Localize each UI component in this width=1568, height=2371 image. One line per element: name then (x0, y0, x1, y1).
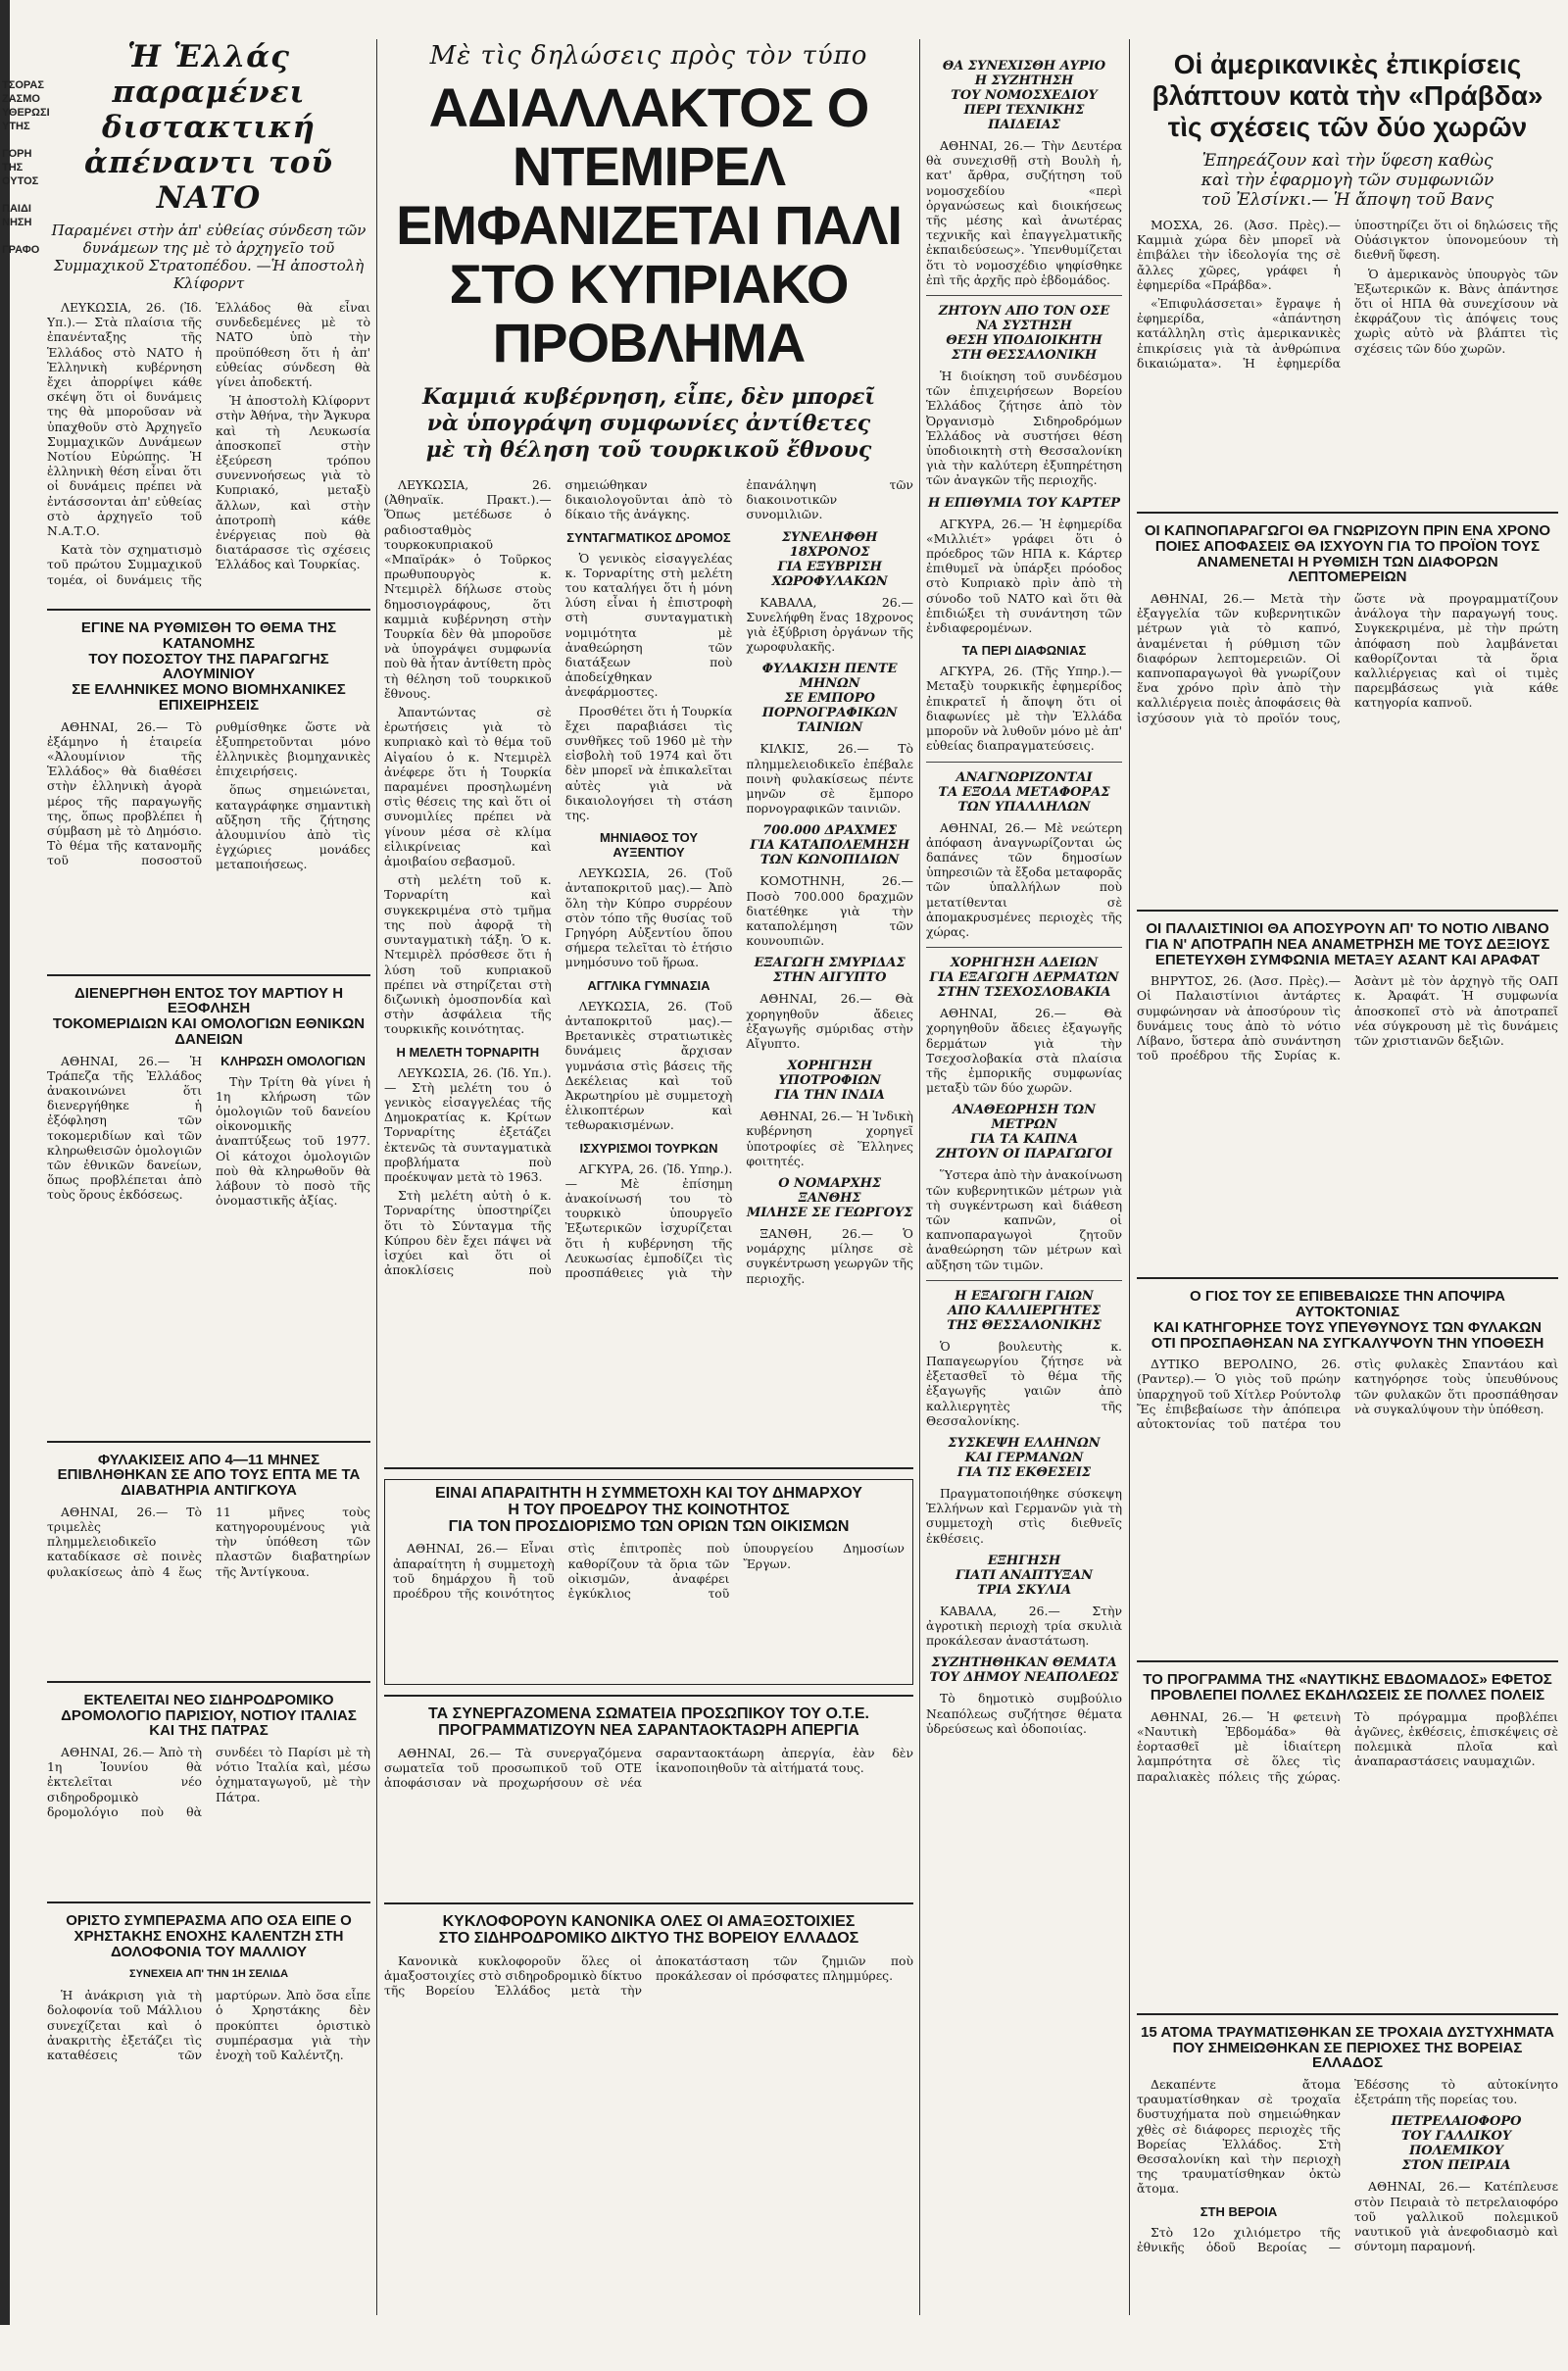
carter-text: ΑΓΚΥΡΑ, 26.— Ἡ ἐφημερίδα «Μιλλιέτ» γράφει ὅτι ὁ πρόεδρος τῶν ΗΠΑ κ. Κάρτερ ἐπιθυμεῖ νὰ ὑπάρξει πρόοδος στὸ Κυπριακὸ πρὶν ἀπὸ τὴ σύνοδο τοῦ ΝΑΤΟ καὶ ὅτι θὰ ἐπιδιώξει τὴ συνάντηση τῶν ἐνδιαφερομένων. (926, 516, 1122, 636)
nautiki-title: ΤΟ ΠΡΟΓΡΑΜΜΑ ΤΗΣ «ΝΑΥΤΙΚΗΣ ΕΒΔΟΜΑΔΟΣ» ΕΦΕΤΟΣ ΠΡΟΒΛΕΠΕΙ ΠΟΛΛΕΣ ΕΚΔΗΛΩΣΕΙΣ ΣΕ ΠΟΛΛΕΣ ΠΟΛΕΙΣ (1143, 1671, 1552, 1704)
pravda-subtitle: Ἐπηρεάζουν καὶ τὴν ὕφεση καθὼς καὶ τὴν ἐφαρμογὴ τῶν συμφωνιῶν τοῦ Ἐλσίνκι.— Ἡ ἄποψη τοῦ Βανς (1200, 151, 1494, 210)
article-daneia (47, 986, 370, 1431)
anagnorizontai-text: ΑΘΗΝΑΙ, 26.— Μὲ νεώτερη ἀπόφαση ἀναγνωρίζονται ὡς δαπάνες τῶν δημοσίων ὑπηρεσιῶν τὰ ἔξοδα μεταφορᾶς τῶν ὑπαλλήλων ποὺ μετατίθενται σὲ ἀπομακρυσμένες περιοχὲς τῆς χώρας. (926, 819, 1122, 939)
article-sidirodromiko (47, 1693, 370, 1892)
khorigisi-text: ΑΘΗΝΑΙ, 26.— Θὰ χορηγηθοῦν ἄδειες ἐξαγωγῆς δερμάτων γιὰ τὴν Τσεχοσλοβακία στὰ πλαίσια τῆς ἐμπορικῆς συμφωνίας μεταξὺ τῶν δύο χωρῶν. (926, 1006, 1122, 1096)
daneia-title: ΔΙΕΝΕΡΓΗΘΗ ΕΝΤΟΣ ΤΟΥ ΜΑΡΤΙΟΥ Η ΕΞΟΦΛΗΣΗ ΤΟΚΟΜΕΡΙΔΙΩΝ ΚΑΙ ΟΜΟΛΟΓΙΩΝ ΕΘΝΙΚΩΝ ΔΑΝΕΙΩΝ (52, 984, 366, 1048)
column-rule (376, 39, 377, 2315)
divider (384, 1902, 913, 1904)
article-nato (47, 39, 370, 599)
divider (384, 1467, 913, 1469)
small-item-4-head: ΧΟΡΗΓΗΣΗ ΥΠΟΤΡΟΦΙΩΝ ΓΙΑ ΤΗΝ ΙΝΔΙΑ (774, 1059, 885, 1104)
aytoktonia-body: ΔΥΤΙΚΟ ΒΕΡΟΛΙΝΟ, 26. (Ραντερ).— Ὁ γιὸς τοῦ πρώην ὑπαρχηγοῦ τοῦ Χίτλερ Ρούντολφ Ἔς ἐπιβεβαίωσε τὴν ἀπόπειρα αὐτοκτονίας τοῦ πατέρα του στὶς φυλακὲς Σπαντάου καὶ κατηγόρησε τοὺς ὑπευθύνους τῶν φυλακῶν ὅτι προσπάθησαν νὰ συγκαλύψουν τὴν ὑπόθεση. (1137, 1357, 1558, 1432)
klirosi-head: ΚΛΗΡΩΣΗ ΟΜΟΛΟΓΙΩΝ (220, 1053, 366, 1068)
nato-title: Ἡ Ἑλλάς παραμένει διστακτική ἀπέναντι τοῦ ΝΑΤΟ (84, 39, 333, 216)
article-kristiakes (47, 1913, 370, 2311)
kykloforoun-title: ΚΥΚΛΟΦΟΡΟΥΝ ΚΑΝΟΝΙΚΑ ΟΛΕΣ ΟΙ ΑΜΑΞΟΣΤΟΙΧΙΕΣ ΣΤΟ ΣΙΔΗΡΟΔΡΟΜΙΚΟ ΔΙΚΤΥΟ ΤΗΣ ΒΟΡΕΙΟΥ ΕΛΛΑΔΟΣ (438, 1912, 859, 1947)
divider (384, 1695, 913, 1697)
kapno-title: ΟΙ ΚΑΠΝΟΠΑΡΑΓΩΓΟΙ ΘΑ ΓΝΩΡΙΖΟΥΝ ΠΡΙΝ ΕΝΑ ΧΡΟΝΟ ΠΟΙΕΣ ΑΠΟΦΑΣΕΙΣ ΘΑ ΙΣΧΥΟΥΝ ΓΙΑ ΤΟ ΠΡΟΪΟΝ ΤΟΥΣ ΑΝΑΜΕΝΕΤΑΙ Η ΡΥΘΜΙΣΗ ΤΩΝ ΔΙΑΦΟΡΩΝ ΛΕΠΤΟΜΕΡΕΙΩΝ (1144, 522, 1551, 586)
fylakiseis-title: ΦΥΛΑΚΙΣΕΙΣ ΑΠΟ 4—11 ΜΗΝΕΣ ΕΠΙΒΛΗΘΗΚΑΝ ΣΕ ΑΠΟ ΤΟΥΣ ΕΠΤΑ ΜΕ ΤΑ ΔΙΑΒΑΤΗΡΙΑ ΑΝΤΙΓΚΟΥΑ (57, 1451, 361, 1499)
kristiakes-title: ΟΡΙΣΤΟ ΣΥΜΠΕΡΑΣΜΑ ΑΠΟ ΟΣΑ ΕΙΠΕ Ο ΧΡΗΣΤΑΚΗΣ ΕΝΟΧΗΣ ΚΑΛΕΝΤΖΗ ΣΤΗ ΔΟΛΟΦΟΝΙΑ ΤΟΥ ΜΑΛΛΙΟΥ (66, 1912, 352, 1960)
article-kykloforoun (384, 1914, 913, 2149)
column-briefs: ΘΑ ΣΥΝΕΧΙΣΘΗ ΑΥΡΙΟ Η ΣΥΖΗΤΗΣΗ ΤΟΥ ΝΟΜΟΣΧΕΔΙΟΥ ΠΕΡΙ ΤΕΧΝΙΚΗΣ ΠΑΙΔΕΙΑΣ ΑΘΗΝΑΙ, 26.— Τὴν Δευτέρα θὰ συνεχισθῇ στὴ Βουλὴ ἡ, κατ' ἄρθρα, συζήτηση τοῦ νομοσχεδίου «περὶ ὀργανώσεως καὶ διοικήσεως τῆς μέσης καὶ ἀνωτέρας τεχνικῆς καὶ ἐπαγγελματικῆς ἐκπαιδεύσεως». Ὑπενθυμίζεται ὅτι τὸ νομοσχέδιο ψηφίσθηκε ἐπὶ τῆς ἀρχῆς πρὸ ἑβδομάδος. ΖΗΤΟΥΝ ΑΠΟ ΤΟΝ ΟΣΕ ΝΑ ΣΥΣΤΗΣΗ ΘΕΣΗ ΥΠΟΔΙΟΙΚΗΤΗ ΣΤΗ ΘΕΣΣΑΛΟΝΙΚΗ Ἡ διοίκηση τοῦ συνδέσμου τῶν ἐπιχειρήσεων Βορείου Ἑλλάδος ζήτησε ἀπὸ τὸν Ὀργανισμὸ Σιδηροδρόμων Ἑλλάδος νὰ συστήσει θέση ὑποδιοικητὴ στὴ Θεσσαλονίκη γιὰ τὴν καλύτερη ἐξυπηρέτηση τῶν ἀναγκῶν τῆς περιοχῆς. Η ΕΠΙΘΥΜΙΑ ΤΟΥ ΚΑΡΤΕΡ ΑΓΚΥΡΑ, 26.— Ἡ ἐφημερίδα «Μιλλιέτ» γράφει ὅτι ὁ πρόεδρος τῶν ΗΠΑ κ. Κάρτερ ἐπιθυμεῖ νὰ ὑπάρξει πρόοδος στὸ Κυπριακὸ πρὶν ἀπὸ τὴ σύνοδο τοῦ ΝΑΤΟ καὶ ὅτι θὰ ἐπιδιώξει τὴ συνάντηση τῶν ἐνδιαφερομένων. ΤΑ ΠΕΡΙ ΔΙΑΦΩΝΙΑΣ ΑΓΚΥΡΑ, 26. (Τῆς Υπηρ.).— Μεταξὺ τουρκικῆς ἐφημερίδος ἐπικρατεῖ ἡ ἄποψη ὅτι οἱ διαφωνίες μὲ τὴν Ἑλλάδα μποροῦν νὰ λυθοῦν μόνο μὲ ἀπ' εὐθείας διαπραγματεύσεις. ΑΝΑΓΝΩΡΙΖΟΝΤΑΙ ΤΑ ΕΞΟΔΑ ΜΕΤΑΦΟΡΑΣ ΤΩΝ ΥΠΑΛΛΗΛΩΝ ΑΘΗΝΑΙ, 26.— Μὲ νεώτερη ἀπόφαση ἀναγνωρίζονται ὡς δαπάνες τῶν δημοσίων ὑπηρεσιῶν τὰ ἔξοδα μεταφορᾶς τῶν ὑπαλλήλων ποὺ μετατίθενται σὲ ἀπομακρυσμένες περιοχὲς τῆς χώρας. ΧΟΡΗΓΗΣΗ ΑΔΕΙΩΝ ΓΙΑ ΕΞΑΓΩΓΗ ΔΕΡΜΑΤΩΝ ΣΤΗΝ ΤΣΕΧΟΣΛΟΒΑΚΙΑ ΑΘΗΝΑΙ, 26.— Θὰ χορηγηθοῦν ἄδειες ἐξαγωγῆς δερμάτων γιὰ τὴν Τσεχοσλοβακία στὰ πλαίσια τῆς ἐμπορικῆς συμφωνίας μεταξὺ τῶν δύο χωρῶν. ΑΝΑΘΕΩΡΗΣΗ ΤΩΝ ΜΕΤΡΩΝ ΓΙΑ ΤΑ ΚΑΠΝΑ ΖΗΤΟΥΝ ΟΙ ΠΑΡΑΓΩΓΟΙ Ὕστερα ἀπὸ τὴν ἀνακοίνωση τῶν κυβερνητικῶν μέτρων γιὰ τὴ συγκέντρωση καὶ διάθεση τῶν καπνῶν, οἱ καπνοπαραγωγοὶ ζητοῦν ἀναθεώρηση τῶν μέτρων καὶ αὔξηση τῶν τιμῶν. Η ΕΞΑΓΩΓΗ ΓΑΙΩΝ ΑΠΟ ΚΑΛΛΙΕΡΓΗΤΕΣ ΤΗΣ ΘΕΣΣΑΛΟΝΙΚΗΣ Ὁ βουλευτὴς κ. Παπαγεωργίου ζήτησε νὰ ἐξετασθεῖ τὸ θέμα τῆς ἐξαγωγῆς γαιῶν ἀπὸ καλλιεργητὲς τῆς Θεσσαλονίκης. ΣΥΣΚΕΨΗ ΕΛΛΗΝΩΝ ΚΑΙ ΓΕΡΜΑΝΩΝ ΓΙΑ ΤΙΣ ΕΚΘΕΣΕΙΣ Πραγματοποιήθηκε σύσκεψη Ἑλλήνων καὶ Γερμανῶν γιὰ τὴ συμμετοχὴ στὶς διεθνεῖς ἐκθέσεις. ΕΞΗΓΗΣΗ ΓΙΑΤΙ ΑΝΑΠΤΥΞΑΝ ΤΡΙΑ ΣΚΥΛΙΑ ΚΑΒΑΛΑ, 26.— Στὴν ἀγροτικὴ περιοχὴ τρία σκυλιὰ προκάλεσαν ἀναστάτωση. ΣΥΖΗΤΗΘΗΚΑΝ ΘΕΜΑΤΑ ΤΟΥ ΔΗΜΟΥ ΝΕΑΠΟΛΕΩΣ Τὸ δημοτικὸ συμβούλιο Νεαπόλεως συζήτησε θέματα ὑδρεύσεως καὶ ὁδοποιίας. (926, 59, 1122, 1736)
veroia-head: ΣΤΗ ΒΕΡΟΙΑ (1200, 2203, 1278, 2219)
dimarchoi-body: ΑΘΗΝΑΙ, 26.— Εἶναι ἀπαραίτητη ἡ συμμετοχὴ τοῦ δημάρχου ἢ τοῦ προέδρου τῆς κοινότητος στὶς ἐπιτροπὲς ποὺ καθορίζουν τὰ ὅρια τῶν οἰκισμῶν, ἀναφέρει ἐγκύκλιος τοῦ ὑπουργείου Δημοσίων Ἔργων. (393, 1541, 905, 1601)
article-pravda (1137, 49, 1558, 502)
divider (926, 947, 1122, 948)
small-item-0-head: ΣΥΝΕΛΗΦΘΗ 18ΧΡΟΝΟΣ ΓΙΑ ΕΞΥΒΡΙΣΗ ΧΩΡΟΦΥΛΑΚΩΝ (771, 529, 888, 589)
avensiou-head: ΜΗΝΙΑΘΟΣ ΤΟΥ ΑΥΞΕΝΤΙΟΥ (599, 830, 698, 861)
synergazomena-title: ΤΑ ΣΥΝΕΡΓΑΖΟΜΕΝΑ ΣΩΜΑΤΕΙΑ ΠΡΟΣΩΠΙΚΟΥ ΤΟΥ Ο.Τ.Ε. ΠΡΟΓΡΑΜΜΑΤΙΖΟΥΝ ΝΕΑ ΣΑΡΑΝΤΑΟΚΤΑΩΡΗ ΑΠΕΡΓΙΑ (428, 1705, 869, 1740)
article-dimarchoi (384, 1479, 913, 1685)
article-palaistinioi (1137, 921, 1558, 1267)
right-small-2-head: ΕΞΗΓΗΣΗ ΓΙΑΤΙ ΑΝΑΠΤΥΞΑΝ ΤΡΙΑ ΣΚΥΛΙΑ (955, 1553, 1094, 1598)
diafonies-head: ΤΑ ΠΕΡΙ ΔΙΑΦΩΝΙΑΣ (961, 643, 1087, 659)
left-strip-line: ΥΤΗΣ (2, 121, 30, 132)
kristiakes-body: Ἡ ἀνάκριση γιὰ τὴ δολοφονία τοῦ Μάλλιου συνεχίζεται καὶ ὁ ἀνακριτὴς ἐξετάζει τὶς καταθέσεις τῶν μαρτύρων. Ἀπὸ ὅσα εἶπε ὁ Χρηστάκης δὲν προκύπτει ὁριστικὸ συμπέρασμα γιὰ τὴν ἐνοχὴ τοῦ Καλέντζη. (47, 1988, 370, 2063)
left-strip-line: ΓΟΡΗ (2, 148, 32, 160)
daneia-body: ΑΘΗΝΑΙ, 26.— Ἡ Τράπεζα τῆς Ἑλλάδος ἀνακοινώνει ὅτι διενεργήθηκε ἡ ἐξόφληση τῶν τοκομεριδίων καὶ τῶν κληρωθεισῶν ὁμολογιῶν τῶν ἐθνικῶν δανείων, ὅπως προβλέπεται ἀπὸ τοὺς ὅρους ἐκδόσεως. ΚΛΗΡΩΣΗ ΟΜΟΛΟΓΙΩΝ Τὴν Τρίτη θὰ γίνει ἡ 1η κλήρωση τῶν ὁμολογιῶν τοῦ δανείου οἰκονομικῆς ἀναπτύξεως τοῦ 1977. Οἱ κάτοχοι ὁμολογιῶν ποὺ θὰ κληρωθοῦν θὰ λάβουν τὸ ποσὸ τῆς ὀνομαστικῆς ἀξίας. (47, 1053, 370, 1209)
small-item-3-head: ΕΞΑΓΩΓΗ ΣΜΥΡΙΔΑΣ ΣΤΗΝ ΑΙΓΥΠΤΟ (754, 956, 906, 986)
synergazomena-body: ΑΘΗΝΑΙ, 26.— Τὰ συνεργαζόμενα σωματεῖα τοῦ προσωπικοῦ τοῦ ΟΤΕ ἀποφάσισαν νὰ προχωρήσουν σὲ νέα σαρανταοκτάωρη ἀπεργία, ἐὰν δὲν ἱκανοποιηθοῦν τὰ αἰτήματά τους. (384, 1745, 913, 1791)
pravda-title: Οἱ ἀμερικανικὲς ἐπικρίσεις βλάπτουν κατὰ τὴν «Πράβδα» τὶς σχέσεις τῶν δύο χωρῶν (1152, 49, 1544, 142)
divider (1137, 910, 1558, 912)
article-kapnoparagogoi (1137, 523, 1558, 900)
left-strip-line: ΟΥΤΟΣ (2, 175, 39, 187)
palaistinioi-title: ΟΙ ΠΑΛΑΙΣΤΙΝΙΟΙ ΘΑ ΑΠΟΣΥΡΟΥΝ ΑΠ' ΤΟ ΝΟΤΙΟ ΛΙΒΑΝΟ ΓΙΑ Ν' ΑΠΟΤΡΑΠΗ ΝΕΑ ΑΝΑΜΕΤΡΗΣΗ ΜΕ ΤΟΥΣ ΔΕΞΙΟΥΣ ΕΠΕΤΕΥΧΘΗ ΣΥΜΦΩΝΙΑ ΜΕΤΑΞΥ ΑΣΑΝΤ ΚΑΙ ΑΡΑΦΑΤ (1145, 920, 1550, 968)
divider (1137, 2013, 1558, 2015)
left-strip-line: ΠΑΙΔΙ (2, 203, 31, 215)
palaistinioi-body: ΒΗΡΥΤΟΣ, 26. (Ἀσσ. Πρὲς).— Οἱ Παλαιστίνιοι ἀντάρτες συμφώνησαν νὰ ἀποσύρουν τὶς δυνάμεις τους ἀπὸ τὸ νότιο Λίβανο, ὕστερα ἀπὸ συνάντηση τοῦ προέδρου τῆς Συρίας κ. Ἀσὰντ μὲ τὸν ἀρχηγὸ τῆς ΟΑΠ κ. Ἀραφάτ. Ἡ συμφωνία ἀποσκοπεῖ στὸ νὰ ἀποτραπεῖ νέα σύγκρουση μὲ τὶς δυνάμεις τῶν χριστιανῶν δεξιῶν. (1137, 973, 1558, 1063)
anagnorizontai-head: ΑΝΑΓΝΩΡΙΖΟΝΤΑΙ ΤΑ ΕΞΟΔΑ ΜΕΤΑΦΟΡΑΣ ΤΩΝ ΥΠΑΛΛΗΛΩΝ (938, 769, 1110, 815)
divider (47, 974, 370, 976)
divider (926, 1280, 1122, 1281)
trochaia-title: 15 ΑΤΟΜΑ ΤΡΑΥΜΑΤΙΣΘΗΚΑΝ ΣΕ ΤΡΟΧΑΙΑ ΔΥΣΤΥΧΗΜΑΤΑ ΠΟΥ ΣΗΜΕΙΩΘΗΚΑΝ ΣΕ ΠΕΡΙΟΧΕΣ ΤΗΣ ΒΟΡΕΙΑΣ ΕΛΛΑΔΟΣ (1141, 2023, 1554, 2072)
kykloforoun-body: Κανονικὰ κυκλοφοροῦν ὅλες οἱ ἁμαξοστοιχίες στὸ σιδηροδρομικὸ δίκτυο τῆς Βορείου Ἑλλάδος μετὰ τὴν ἀποκατάσταση τῶν ζημιῶν ποὺ προκάλεσαν οἱ πρόσφατες πλημμύρες. (384, 1952, 913, 1998)
nato-body: ΛΕΥΚΩΣΙΑ, 26. (Ἰδ. Υπ.).— Στὰ πλαίσια τῆς ἐπανένταξης τῆς Ἑλλάδος στὸ ΝΑΤΟ ἡ Ἑλληνικὴ κυβέρνηση ἔχει ἀπορρίψει κάθε σκέψη ὅτι οἱ δυνάμεις της θὰ μποροῦσαν νὰ ὑπαχθοῦν στὸ Ἀρχηγεῖο Συμμαχικῶν Δυνάμεων Νοτίου Εὐρώπης. Ἡ ἑλληνικὴ θέση εἶναι ὅτι οἱ δυνάμεις πρέπει νὰ ἐντάσσονται ἀπ' εὐθείας στὸ ἀρχηγεῖο τοῦ Ν.Α.Τ.Ο. Κατὰ τὸν σχηματισμὸ τοῦ πρώτου Συμμαχικοῦ τομέα, οἱ δυνάμεις τῆς Ἑλλάδος θὰ εἶναι συνδεδεμένες μὲ τὸ ΝΑΤΟ ὑπὸ τὴν προϋπόθεση ὅτι ἡ ἀπ' εὐθείας σύνδεση θὰ γίνει ἀποδεκτή. Ἡ ἀποστολὴ Κλίφορντ στὴν Ἀθήνα, τὴν Ἄγκυρα καὶ τὴ Λευκωσία ἀποσκοπεῖ στὴν ἐξεύρεση τρόπου συνεννοήσεως γιὰ τὸ Κυπριακό, μεταξὺ ἄλλων, καὶ στὴν ἀποτροπὴ κάθε ἐνέργειας ποὺ θὰ διατάρασσε τὶς σχέσεις Ἑλλάδος καὶ Τουρκίας. (47, 300, 370, 587)
small-item-2-head: 700.000 ΔΡΑΧΜΕΣ ΓΙΑ ΚΑΤΑΠΟΛΕΜΗΣΗ ΤΩΝ ΚΩΝΟΠΙΔΙΩΝ (750, 823, 910, 868)
small-item-1-head: ΦΥΛΑΚΙΣΗ ΠΕΝΤΕ ΜΗΝΩΝ ΣΕ ΕΜΠΟΡΟ ΠΟΡΝΟΓΡΑΦΙΚΩΝ ΤΑΙΝΙΩΝ (761, 662, 898, 736)
aluminium-body: ΑΘΗΝΑΙ, 26.— Τὸ ἐξάμηνο ἡ ἑταιρεία «Ἀλουμίνιον τῆς Ἑλλάδος» θὰ διαθέσει στὴν ἐλληνικὴ ἀγορὰ μέρος τῆς παραγωγῆς της, ὅπως προβλέπει ἡ σύμβαση μὲ τὸ Δημόσιο. Τὸ θέμα τῆς κατανομῆς τοῦ ποσοστοῦ ρυθμίσθηκε ὥστε νὰ ἐξυπηρετοῦνται μόνο ἑλληνικὲς βιομηχανικὲς ἐπιχειρήσεις. ὅπως σημειώνεται, καταγράφηκε σημαντικὴ αὔξηση τῆς ζήτησης ἀλουμινίου ἀπὸ τὶς ἐγχώριες μονάδες μεταποιήσεως. (47, 718, 370, 872)
aytoktonia-title: Ο ΓΙΟΣ ΤΟΥ ΣΕ ΕΠΙΒΕΒΑΙΩΣΕ ΤΗΝ ΑΠΟΨΙΡΑ ΑΥΤΟΚΤΟΝΙΑΣ ΚΑΙ ΚΑΤΗΓΟΡΗΣΕ ΤΟΥΣ ΥΠΕΥΘΥΝΟΥΣ ΤΩΝ ΦΥΛΑΚΩΝ ΟΤΙ ΠΡΟΣΠΑΘΗΣΑΝ ΝΑ ΣΥΓΚΑΛΥΨΟΥΝ ΤΗΝ ΥΠΟΘΕΣΗ (1151, 1288, 1544, 1352)
left-edge-strip (0, 0, 50, 2325)
right-small-3-head: ΣΥΖΗΤΗΘΗΚΑΝ ΘΕΜΑΤΑ ΤΟΥ ΔΗΜΟΥ ΝΕΑΠΟΛΕΩΣ (929, 1655, 1119, 1686)
article-aluminium (47, 620, 370, 964)
anatheorisi-head: ΑΝΑΘΕΩΡΗΣΗ ΤΩΝ ΜΕΤΡΩΝ ΓΙΑ ΤΑ ΚΑΠΝΑ ΖΗΤΟΥΝ ΟΙ ΠΑΡΑΓΩΓΟΙ (935, 1103, 1113, 1162)
nomoschedio-head: ΘΑ ΣΥΝΕΧΙΣΘΗ ΑΥΡΙΟ Η ΣΥΖΗΤΗΣΗ ΤΟΥ ΝΟΜΟΣΧΕΔΙΟΥ ΠΕΡΙ ΤΕΧΝΙΚΗΣ ΠΑΙΔΕΙΑΣ (942, 59, 1106, 132)
left-strip-line (2, 188, 41, 202)
divider (1137, 1660, 1558, 1662)
nautiki-body: ΑΘΗΝΑΙ, 26.— Ἡ φετεινὴ «Ναυτικὴ Ἑβδομάδα» θὰ ἑορτασθεῖ μὲ ἰδιαίτερη λαμπρότητα σὲ ὅλες τὶς παραλιακὲς πόλεις τῆς χώρας. Τὸ πρόγραμμα προβλέπει ἀγῶνες, ἐκθέσεις, ἐπισκέψεις σὲ πολεμικὰ πλοῖα καὶ ἀναπαραστάσεις ναυμαχιῶν. (1137, 1708, 1558, 1784)
divider (47, 1441, 370, 1443)
article-synergazomena (384, 1706, 913, 1893)
right-small-0-head: Η ΕΞΑΓΩΓΗ ΓΑΙΩΝ ΑΠΟ ΚΑΛΛΙΕΡΓΗΤΕΣ ΤΗΣ ΘΕΣΣΑΛΟΝΙΚΗΣ (947, 1288, 1102, 1333)
iskyrismoi-head: ΙΣΧΥΡΙΣΜΟΙ ΤΟΥΡΚΩΝ (579, 1140, 718, 1156)
ose-head: ΖΗΤΟΥΝ ΑΠΟ ΤΟΝ ΟΣΕ ΝΑ ΣΥΣΤΗΣΗ ΘΕΣΗ ΥΠΟΔΙΟΙΚΗΤΗ ΣΤΗ ΘΕΣΣΑΛΟΝΙΚΗ (938, 304, 1110, 364)
article-aytoktonia (1137, 1289, 1558, 1651)
divider (47, 1681, 370, 1683)
kristiakes-sub: ΣΥΝΕΧΕΙΑ ΑΠ' ΤΗΝ 1Η ΣΕΛΙΔΑ (128, 1968, 289, 1981)
column-rule (919, 39, 920, 2315)
aluminium-title: ΕΓΙΝΕ ΝΑ ΡΥΘΜΙΣΘΗ ΤΟ ΘΕΜΑ ΤΗΣ ΚΑΤΑΝΟΜΗΣ ΤΟΥ ΠΟΣΟΣΤΟΥ ΤΗΣ ΠΑΡΑΓΩΓΗΣ ΑΛΟΥΜΙΝΙΟΥ ΣΕ ΕΛΛΗΝΙΚΕΣ ΜΟΝΟ ΒΙΟΜΗΧΑΝΙΚΕΣ ΕΠΙΧΕΙΡΗΣΕΙΣ (72, 619, 346, 714)
left-strip-line: ΓΡΑΦΟ (2, 244, 40, 256)
sidirodromiko-title: ΕΚΤΕΛΕΙΤΑΙ ΝΕΟ ΣΙΔΗΡΟΔΡΟΜΙΚΟ ΔΡΟΜΟΛΟΓΙΟ ΠΑΡΙΣΙΟΥ, ΝΟΤΙΟΥ ΙΤΑΛΙΑΣ ΚΑΙ ΤΗΣ ΠΑΤΡΑΣ (61, 1691, 357, 1740)
divider (926, 295, 1122, 296)
trochaia-body: Δεκαπέντε ἄτομα τραυματίσθηκαν σὲ τροχαῖα δυστυχήματα ποὺ σημειώθηκαν χθὲς σὲ διάφορες περιοχὲς τῆς Βορείας Ἑλλάδος. Στὴ Θεσσαλονίκη καὶ τὴν περιοχὴ της τραυματίσθηκαν ὀκτὼ ἄτομα. ΣΤΗ ΒΕΡΟΙΑ Στὸ 12ο χιλιόμετρο τῆς ἐθνικῆς ὁδοῦ Βεροίας — Ἐδέσσης τὸ αὐτοκίνητο ἐξετράπη τῆς πορείας του. ΠΕΤΡΕΛΑΙΟΦΟΡΟ ΤΟΥ ΓΑΛΛΙΚΟΥ ΠΟΛΕΜΙΚΟΥ ΣΤΟΝ ΠΕΙΡΑΙΑ ΑΘΗΝΑΙ, 26.— Κατέπλευσε στὸν Πειραιὰ τὸ πετρελαιοφόρο τοῦ γαλλικοῦ πολεμικοῦ ναυτικοῦ γιὰ ἀνεφοδιασμὸ καὶ σύντομη παραμονή. (1137, 2077, 1558, 2254)
column-left (47, 0, 370, 2311)
carter-head: Η ΕΠΙΘΥΜΙΑ ΤΟΥ ΚΑΡΤΕΡ (927, 495, 1121, 511)
article-trochaia (1137, 2025, 1558, 2371)
fylakiseis-body: ΑΘΗΝΑΙ, 26.— Τὸ τριμελὲς πλημμελειοδικεῖο καταδίκασε σὲ ποινὲς φυλακίσεως ἀπὸ 4 ἕως 11 μῆνες τοὺς κατηγορουμένους γιὰ τὴν ὑπόθεση τῶν πλαστῶν διαβατηρίων τῆς Ἀντίγκουα. (47, 1504, 370, 1579)
article-fylakiseis (47, 1453, 370, 1671)
khorigisi-head: ΧΟΡΗΓΗΣΗ ΑΔΕΙΩΝ ΓΙΑ ΕΞΑΓΩΓΗ ΔΕΡΜΑΤΩΝ ΣΤΗΝ ΤΣΕΧΟΣΛΟΒΑΚΙΑ (929, 956, 1119, 1001)
left-strip-line: ΥΘΕΡΩΣΙ (2, 107, 50, 119)
diafonies-text: ΑΓΚΥΡΑ, 26. (Τῆς Υπηρ.).— Μεταξὺ τουρκικῆς ἐφημερίδος ἐπικρατεῖ ἡ ἄποψη ὅτι οἱ διαφωνίες μὲ τὴν Ἑλλάδα μποροῦν νὰ λυθοῦν μόνο μὲ ἀπ' εὐθείας διαπραγματεύσεις. (926, 664, 1122, 754)
aglika-head: ΑΓΓΛΙΚΑ ΓΥΜΝΑΣΙΑ (587, 977, 710, 993)
left-strip-line: ΝΗΣΗ (2, 217, 32, 228)
divider (47, 609, 370, 611)
left-strip-line (2, 133, 41, 147)
divider (1137, 512, 1558, 514)
right-small-1-head: ΣΥΣΚΕΨΗ ΕΛΛΗΝΩΝ ΚΑΙ ΓΕΡΜΑΝΩΝ ΓΙΑ ΤΙΣ ΕΚΘΕΣΕΙΣ (948, 1435, 1101, 1480)
column-right (1137, 0, 1558, 2371)
small-item-5-head: Ο ΝΟΜΑΡΧΗΣ ΞΑΝΘΗΣ ΜΙΛΗΣΕ ΣΕ ΓΕΩΡΓΟΥΣ (746, 1176, 913, 1221)
dimarchoi-title: ΕΙΝΑΙ ΑΠΑΡΑΙΤΗΤΗ Η ΣΥΜΜΕΤΟΧΗ ΚΑΙ ΤΟΥ ΔΗΜΑΡΧΟΥ Η ΤΟΥ ΠΡΟΕΔΡΟΥ ΤΗΣ ΚΟΙΝΟΤΗΤΟΣ ΓΙΑ ΤΟΝ ΠΡΟΣΔΙΟΡΙΣΜΟ ΤΩΝ ΟΡΙΩΝ ΤΩΝ ΟΙΚΙΣΜΩΝ (435, 1485, 862, 1535)
left-strip-line: ΤΗΣ (2, 162, 24, 173)
left-strip-line: ΖΑΣΜΟ (2, 93, 40, 105)
pravda-body: ΜΟΣΧΑ, 26. (Ἀσσ. Πρὲς).— Καμμιὰ χώρα δὲν μπορεῖ νὰ ἐπιβάλει τὴν ἰδεολογία της σὲ ἄλλες χῶρες, γράφει ἡ ἐφημερίδα «Πράβδα». «Ἐπιφυλάσσεται» ἔγραψε ἡ ἐφημερίδα, «ἀπάντηση κατάλληλη στὶς ἀμερικανικὲς ἐπικρίσεις γιὰ τὰ ἀνθρώπινα δικαιώματα». Ἡ ἐφημερίδα ὑποστηρίζει ὅτι οἱ δηλώσεις τῆς Οὐάσιγκτον ὑπονομεύουν τὴ διεθνῆ ὕφεση. Ὁ ἀμερικανὸς ὑπουργὸς τῶν Ἐξωτερικῶν κ. Βὰνς ἀπάντησε ὅτι οἱ ΗΠΑ θὰ συνεχίσουν νὰ ἐκφράζουν τὶς ἀπόψεις τους χωρὶς αὐτὸ νὰ βλάπτει τὶς σχέσεις τῶν δύο χωρῶν. (1137, 218, 1558, 370)
syntagma-head: ΣΥΝΤΑΓΜΑΤΙΚΟΣ ΔΡΟΜΟΣ (566, 529, 731, 545)
nomoschedio-text: ΑΘΗΝΑΙ, 26.— Τὴν Δευτέρα θὰ συνεχισθῇ στὴ Βουλὴ ἡ, κατ' ἄρθρα, συζήτηση τοῦ νομοσχεδίου «περὶ ὀργανώσεως καὶ διοικήσεως τῆς μέσης καὶ ἀνωτέρας τεχνικῆς καὶ ἐπαγγελματικῆς ἐκπαιδεύσεως». Ὑπενθυμίζεται ὅτι τὸ νομοσχέδιο ψηφίσθηκε ἐπὶ τῆς ἀρχῆς πρὸ ἑβδομάδος. (926, 138, 1122, 287)
main-kicker: Μὲ τὶς δηλώσεις πρὸς τὸν τύπο (429, 41, 868, 71)
anatheorisi-text: Ὕστερα ἀπὸ τὴν ἀνακοίνωση τῶν κυβερνητικῶν μέτρων γιὰ τὴ συγκέντρωση καὶ διάθεση τῶν καπνῶν, οἱ καπνοπαραγωγοὶ ζητοῦν ἀναθεώρηση τῶν μέτρων καὶ αὔξηση τῶν τιμῶν. (926, 1167, 1122, 1272)
sidirodromiko-body: ΑΘΗΝΑΙ, 26.— Ἀπὸ τὴ 1η Ἰουνίου θὰ ἐκτελεῖται νέο σιδηροδρομικὸ δρομολόγιο ποὺ θὰ συνδέει τὸ Παρίσι μὲ τὴ νότιο Ἰταλία καὶ, μέσω ὀχηματαγωγοῦ, μὲ τὴν Πάτρα. (47, 1745, 370, 1819)
column-main (384, 0, 913, 2149)
divider (47, 1902, 370, 1903)
main-subtitle: Καμμιά κυβέρνηση, εἶπε, δὲν μπορεῖ νὰ ὑπογράψη συμφωνίες ἀντίθετες μὲ τὴ θέληση τοῦ τουρκικοῦ ἔθνους (422, 384, 875, 463)
petreleoforo-head: ΠΕΤΡΕΛΑΙΟΦΟΡΟ ΤΟΥ ΓΑΛΛΙΚΟΥ ΠΟΛΕΜΙΚΟΥ ΣΤΟΝ ΠΕΙΡΑΙΑ (1391, 2114, 1522, 2174)
column-rule (1129, 39, 1130, 2315)
divider (926, 762, 1122, 763)
divider (1137, 1277, 1558, 1279)
left-strip-text (2, 78, 50, 257)
main-body: ΛΕΥΚΩΣΙΑ, 26. (Ἀθηναϊκ. Πρακτ.).— Ὅπως μετέδωσε ὁ ραδιοσταθμὸς τουρκοκυπριακοῦ «Μπαϊράκ» ὁ Τοῦρκος πρωθυπουργὸς κ. Ντεμιρὲλ δήλωσε στοὺς δημοσιογράφους, ὅτι καμμιὰ κυβέρνηση στὴν Τουρκία δὲν θὰ μποροῦσε νὰ ὑπογράψει συμφωνία ποὺ θὰ ἦταν ἀντίθετη πρὸς τὴ θέληση τοῦ τουρκικοῦ ἔθνους. Ἀπαντώντας σὲ ἐρωτήσεις γιὰ τὸ κυπριακὸ καὶ τὸ θέμα τοῦ Αἰγαίου ὁ κ. Ντεμιρὲλ ἀνέφερε ὅτι ἡ Τουρκία παραμένει προσηλωμένη στὶς θέσεις της καὶ ὅτι οἱ συνομιλίες πρέπει νὰ γίνουν μέσα σὲ κλίμα εἰλικρίνειας καὶ ἀμοιβαίου σεβασμοῦ. στὴ μελέτη τοῦ κ. Τορναρίτη καὶ συγκεκριμένα στὸ τμῆμα της ποὺ ἀφορᾷ τὴ συνταγματικὴ τάξη. Ὁ κ. Ντεμιρὲλ πρόσθεσε ὅτι ἡ λύση τοῦ κυπριακοῦ πρέπει νὰ στηρίζεται στὴ διζωνικὴ ὁμοσπονδία καὶ στὴν ἀσφάλεια τῆς τουρκικῆς κοινότητας. Η ΜΕΛΕΤΗ ΤΟΡΝΑΡΙΤΗ ΛΕΥΚΩΣΙΑ, 26. (Ἰδ. Υπ.).— Στὴ μελέτη του ὁ γενικὸς εἰσαγγελέας τῆς Δημοκρατίας κ. Κρίτων Τορναρίτης ἐξετάζει ἐκτενῶς τὰ συνταγματικὰ προβλήματα ποὺ προέκυψαν μετὰ τὸ 1963. Στὴ μελέτη αὐτὴ ὁ κ. Τορναρίτης ὑποστηρίζει ὅτι τὸ Σύνταγμα τῆς Κύπρου δὲν ἔχει πάψει νὰ ἰσχύει καὶ ὅτι οἱ ἀποκλίσεις ποὺ σημειώθηκαν δικαιολογοῦνται ἀπὸ τὸ δίκαιο τῆς ἀνάγκης. ΣΥΝΤΑΓΜΑΤΙΚΟΣ ΔΡΟΜΟΣ Ὁ γενικὸς εἰσαγγελέας κ. Τορναρίτης στὴ μελέτη του καταλήγει ὅτι ἡ μόνη λύση εἶναι ἡ ἐπιστροφὴ στὴ συνταγματικὴ νομιμότητα μὲ ἀναθεώρηση τῶν διατάξεων ποὺ ἀποδείχθηκαν ἀνεφάρμοστες. Προσθέτει ὅτι ἡ Τουρκία ἔχει παραβιάσει τὶς συνθῆκες τοῦ 1960 μὲ τὴν εἰσβολὴ τοῦ 1974 καὶ ὅτι δὲν μπορεῖ νὰ ἐπικαλεῖται αὐτὲς γιὰ νὰ δικαιολογήσει τὴ στάση της. ΜΗΝΙΑΘΟΣ ΤΟΥ ΑΥΞΕΝΤΙΟΥ ΛΕΥΚΩΣΙΑ, 26. (Τοῦ ἀνταποκριτοῦ μας).— Ἀπὸ ὅλη τὴν Κύπρο συρρέουν στὸν τόπο τῆς θυσίας τοῦ Γρηγόρη Αὐξεντίου ὅπου σήμερα τελεῖται τὸ ἑτήσιο μνημόσυνο τοῦ ἥρωα. ΑΓΓΛΙΚΑ ΓΥΜΝΑΣΙΑ ΛΕΥΚΩΣΙΑ, 26. (Τοῦ ἀνταποκριτοῦ μας).— Βρετανικὲς στρατιωτικὲς δυνάμεις ἄρχισαν γυμνάσια στὶς βάσεις τῆς Δεκέλειας καὶ τοῦ Ἀκρωτηρίου μὲ συμμετοχὴ ἑλικοπτέρων καὶ τεθωρακισμένων. ΙΣΧΥΡΙΣΜΟΙ ΤΟΥΡΚΩΝ ΑΓΚΥΡΑ, 26. (Ἰδ. Υπηρ.).— Μὲ ἐπίσημη ἀνακοίνωσή του τὸ τουρκικὸ ὑπουργεῖο Ἐξωτερικῶν ἰσχυρίζεται ὅτι ἡ κυβέρνηση τῆς Λευκωσίας ἐμποδίζει τὶς προσπάθειες γιὰ τὴν ἐπανάληψη τῶν διακοινοτικῶν συνομιλιῶν. ΣΥΝΕΛΗΦΘΗ 18ΧΡΟΝΟΣ ΓΙΑ ΕΞΥΒΡΙΣΗ ΧΩΡΟΦΥΛΑΚΩΝ ΚΑΒΑΛΑ, 26.— Συνελήφθη ἕνας 18χρονος γιὰ ἐξύβριση ὀργάνων τῆς χωροφυλακῆς. ΦΥΛΑΚΙΣΗ ΠΕΝΤΕ ΜΗΝΩΝ ΣΕ ΕΜΠΟΡΟ ΠΟΡΝΟΓΡΑΦΙΚΩΝ ΤΑΙΝΙΩΝ ΚΙΛΚΙΣ, 26.— Τὸ πλημμελειοδικεῖο ἐπέβαλε ποινὴ φυλακίσεως πέντε μηνῶν σὲ ἔμπορο πορνογραφικῶν ταινιῶν. 700.000 ΔΡΑΧΜΕΣ ΓΙΑ ΚΑΤΑΠΟΛΕΜΗΣΗ ΤΩΝ ΚΩΝΟΠΙΔΙΩΝ ΚΟΜΟΤΗΝΗ, 26.— Ποσὸ 700.000 δραχμῶν διατέθηκε γιὰ τὴν καταπολέμηση τῶν κουνουπιῶν. ΕΞΑΓΩΓΗ ΣΜΥΡΙΔΑΣ ΣΤΗΝ ΑΙΓΥΠΤΟ ΑΘΗΝΑΙ, 26.— Θὰ χορηγηθοῦν ἄδειες ἐξαγωγῆς σμύριδας στὴν Αἴγυπτο. ΧΟΡΗΓΗΣΗ ΥΠΟΤΡΟΦΙΩΝ ΓΙΑ ΤΗΝ ΙΝΔΙΑ ΑΘΗΝΑΙ, 26.— Ἡ Ἰνδικὴ κυβέρνηση χορηγεῖ ὑποτροφίες σὲ Ἕλληνες φοιτητές. Ο ΝΟΜΑΡΧΗΣ ΞΑΝΘΗΣ ΜΙΛΗΣΕ ΣΕ ΓΕΩΡΓΟΥΣ ΞΑΝΘΗ, 26.— Ὁ νομάρχης μίλησε σὲ συγκέντρωση γεωργῶν τῆς περιοχῆς. (384, 477, 913, 1286)
main-title: ΑΔΙΑΛΛΑΚΤΟΣ Ο ΝΤΕΜΙΡΕΛ ΕΜΦΑΝΙΖΕΤΑΙ ΠΑΛΙ ΣΤΟ ΚΥΠΡΙΑΚΟ ΠΡΟΒΛΗΜΑ (396, 76, 902, 373)
left-strip-line: ΤΣΟΡΑΣ (2, 79, 44, 91)
left-strip-line (2, 229, 41, 243)
kapno-body: ΑΘΗΝΑΙ, 26.— Μετὰ τὴν ἐξαγγελία τῶν κυβερνητικῶν μέτρων γιὰ τὸ καπνό, ἀναμένεται ἡ ρύθμιση τῶν διαφόρων λεπτομερειῶν. Οἱ καπνοπαραγωγοὶ θὰ γνωρίζουν ἕνα χρόνο πρὶν ἀπὸ τὴν καλλιέργεια ποιὲς ἀποφάσεις θὰ ἰσχύσουν γιὰ τὸ προϊόν τους, ὥστε νὰ προγραμματίζουν ἀνάλογα τὴν παραγωγή τους. Συγκεκριμένα, μὲ τὴν πρώτη ἀπόφαση ποὺ λαμβάνεται καθορίζονται τὰ ὅρια καλλιέργειας καὶ οἱ τιμὲς παρεμβάσεως γιὰ κάθε κατηγορία καπνοῦ. (1137, 591, 1558, 725)
nato-subtitle: Παραμένει στὴν ἀπ' εὐθείας σύνδεση τῶν δυνάμεων της μὲ τὸ ἀρχηγεῖο τοῦ Συμμαχικοῦ Στρατοπέδου. —Ἡ ἀποστολὴ Κλίφορντ (51, 222, 367, 292)
meleti-head: Η ΜΕΛΕΤΗ ΤΟΡΝΑΡΙΤΗ (396, 1044, 540, 1060)
ose-text: Ἡ διοίκηση τοῦ συνδέσμου τῶν ἐπιχειρήσεων Βορείου Ἑλλάδος ζήτησε ἀπὸ τὸν Ὀργανισμὸ Σιδηροδρόμων Ἑλλάδος νὰ συστήσει θέση ὑποδιοικητὴ στὴ Θεσσαλονίκη γιὰ τὴν καλύτερη ἐξυπηρέτηση τῶν ἀναγκῶν τῆς περιοχῆς. (926, 369, 1122, 488)
article-nautiki (1137, 1672, 1558, 2003)
